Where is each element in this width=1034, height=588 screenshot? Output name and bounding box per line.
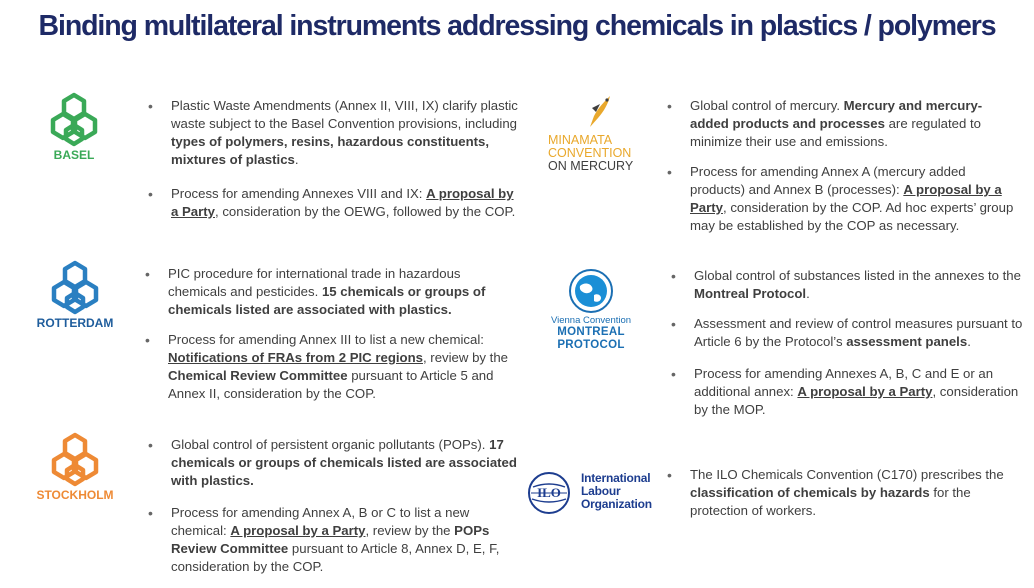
- bullet-icon: •: [145, 266, 150, 282]
- rotterdam-label: ROTTERDAM: [36, 316, 114, 330]
- bullet-icon: •: [148, 98, 153, 114]
- montreal-b2-end: .: [967, 334, 971, 349]
- stockholm-b2-text: Process for amending Annex A, B or C to list a new chemical:: [171, 505, 470, 538]
- stockholm-b1-bold: 17 chemicals or groups of chemicals listed are associated with plastics.: [171, 437, 517, 488]
- stockholm-b2-end: pursuant to Article 8, Annex D, E, F, consideration by the COP.: [171, 541, 500, 574]
- bullet-icon: •: [145, 332, 150, 348]
- basel-logo: [30, 92, 118, 162]
- basel-bullet-2: [145, 185, 520, 221]
- montreal-bullet-3: [668, 365, 1024, 419]
- montreal-bullet-2: [668, 315, 1024, 351]
- rotterdam-bullet-1: [142, 265, 520, 319]
- rotterdam-b2-mid: , review by the: [422, 350, 509, 365]
- montreal-label-line2: MONTREAL PROTOCOL: [557, 326, 625, 351]
- montreal-proposal-link[interactable]: A proposal by a Party: [797, 384, 933, 399]
- basel-bullets: [145, 97, 520, 233]
- basel-b2-text: Process for amending Annexes VIII and IX:: [171, 186, 427, 201]
- rotterdam-logo: [22, 260, 128, 330]
- stockholm-hexagon-icon: [47, 432, 103, 488]
- minamata-b2-text: Process for amending Annex A (mercury added products) and Annex B (processes):: [690, 164, 966, 197]
- basel-b1-end: .: [294, 152, 299, 167]
- minamata-bullet-2: [664, 163, 1019, 235]
- bullet-icon: •: [667, 98, 672, 114]
- stockholm-proposal-link[interactable]: A proposal by a Party: [230, 523, 366, 538]
- ilo-emblem-text: ILO: [537, 485, 561, 500]
- montreal-b2-text: Assessment and review of control measures pursuant to Article 6 by the Protocol’s: [694, 316, 1023, 349]
- montreal-b3-end: , consideration by the MOP.: [694, 384, 1019, 417]
- rotterdam-b2-bold: Chemical Review Committee: [168, 368, 348, 383]
- ilo-label-line2: Labour: [581, 484, 621, 498]
- basel-bullet-1: [145, 97, 520, 169]
- ilo-b1-text: The ILO Chemicals Convention (C170) prescribes the: [690, 467, 1004, 482]
- ilo-bullet-1: [664, 466, 1020, 520]
- rotterdam-b1-text: PIC procedure for international trade in hazardous chemicals and pesticides.: [168, 266, 461, 299]
- minamata-b2-end: , consideration by the COP. Ad hoc experts’ group may be established by the COP as necessary.: [690, 200, 1014, 233]
- montreal-label-line1: Vienna Convention: [550, 315, 632, 326]
- rotterdam-bullets: [142, 265, 520, 415]
- stockholm-logo: [22, 432, 128, 502]
- ilo-label-line1: International: [581, 471, 651, 485]
- stockholm-bullet-1: [145, 436, 517, 490]
- basel-hexagon-icon: [46, 92, 102, 148]
- rotterdam-b2-end: pursuant to Article 5 and Annex II, consideration by the COP.: [168, 368, 494, 401]
- bullet-icon: •: [667, 467, 672, 483]
- minamata-b1-bold: Mercury and mercury-added products and processes: [690, 98, 983, 131]
- bullet-icon: •: [148, 186, 153, 202]
- stockholm-b2-mid: , review by the: [365, 523, 455, 538]
- rotterdam-bullet-2: [142, 331, 520, 403]
- minamata-label-line1: MINAMATA: [548, 133, 613, 147]
- montreal-b3-text: Process for amending Annexes A, B, C and E or an additional annex:: [694, 366, 994, 399]
- stockholm-b1-text: Global control of persistent organic pollutants (POPs).: [171, 437, 490, 452]
- page-title: Binding multilateral instruments addressing chemicals in plastics / polymers: [38, 10, 996, 42]
- minamata-b1-text: Global control of mercury.: [690, 98, 844, 113]
- montreal-bullets: [668, 267, 1024, 431]
- bullet-icon: •: [667, 164, 672, 180]
- minamata-bird-icon: [580, 94, 616, 130]
- ilo-label-line3: Organization: [581, 497, 652, 511]
- montreal-bullet-1: [668, 267, 1024, 303]
- bullet-icon: •: [148, 437, 153, 453]
- bullet-icon: •: [148, 505, 153, 521]
- minamata-logo: [548, 94, 648, 173]
- montreal-b1-text: Global control of substances listed in the annexes to the: [694, 268, 1021, 283]
- minamata-label-line3: ON MERCURY: [548, 159, 634, 173]
- rotterdam-b1-bold: 15 chemicals or groups of chemicals listed are associated with plastics.: [168, 284, 486, 317]
- minamata-b1-end: are regulated to minimize their use and emissions.: [690, 116, 981, 149]
- ilo-b1-end: for the protection of workers.: [690, 485, 971, 518]
- rotterdam-notifications-link[interactable]: Notifications of FRAs from 2 PIC regions: [168, 350, 423, 365]
- ilo-logo: [527, 471, 655, 515]
- rotterdam-b2-text: Process for amending Annex III to list a new chemical:: [168, 332, 484, 347]
- rotterdam-hexagon-icon: [47, 260, 103, 316]
- minamata-proposal-link[interactable]: A proposal by a Party: [690, 182, 1002, 215]
- bullet-icon: •: [671, 268, 676, 284]
- basel-b2-end: , consideration by the OEWG, followed by the COP.: [215, 204, 516, 219]
- montreal-b2-bold: assessment panels: [846, 334, 968, 349]
- basel-b1-text: Plastic Waste Amendments (Annex II, VIII, IX) clarify plastic waste subject to the Basel Convention provisions, including: [171, 98, 518, 131]
- stockholm-label: STOCKHOLM: [36, 488, 114, 502]
- bullet-icon: •: [671, 316, 676, 332]
- ilo-b1-bold: classification of chemicals by hazards: [690, 485, 930, 500]
- stockholm-bullet-2: [145, 504, 517, 576]
- basel-label: BASEL: [53, 148, 95, 162]
- minamata-bullets: [664, 97, 1019, 247]
- bullet-icon: •: [671, 366, 676, 382]
- basel-b1-bold: types of polymers, resins, hazardous constituents, mixtures of plastics: [171, 134, 490, 167]
- globe-icon: [568, 268, 614, 314]
- stockholm-b2-bold: POPs Review Committee: [171, 523, 490, 556]
- basel-proposal-link[interactable]: A proposal by a Party: [171, 186, 514, 219]
- ilo-bullets: [664, 466, 1020, 532]
- montreal-b1-bold: Montreal Protocol: [694, 286, 807, 301]
- minamata-bullet-1: [664, 97, 1019, 151]
- montreal-logo: [526, 268, 656, 352]
- montreal-b1-end: .: [806, 286, 810, 301]
- minamata-label-line2: CONVENTION: [548, 146, 632, 160]
- stockholm-bullets: [145, 436, 517, 588]
